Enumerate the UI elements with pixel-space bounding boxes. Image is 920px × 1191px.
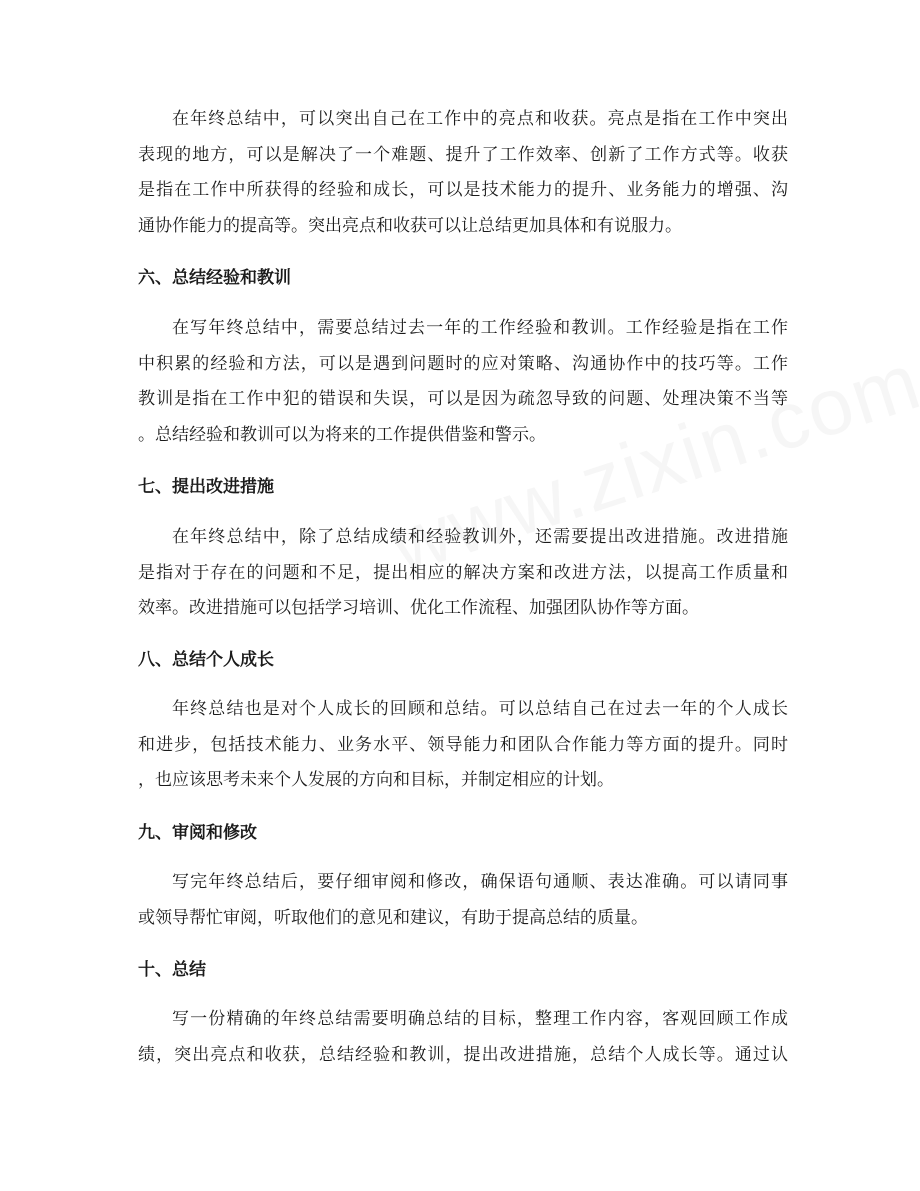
paragraph-line: 表现的地方，可以是解决了一个难题、提升了工作效率、创新了工作方式等。收获 — [138, 144, 788, 165]
paragraph-section-6 — [138, 311, 788, 453]
paragraph-line: 绩，突出亮点和收获，总结经验和教训，提出改进措施，总结个人成长等。通过认 — [138, 1044, 788, 1065]
section-heading-9: 九、审阅和修改 — [138, 823, 257, 843]
paragraph-line: 写一份精确的年终总结需要明确总结的目标，整理工作内容，客观回顾工作成 — [172, 1009, 788, 1029]
section-heading-7: 七、提出改进措施 — [138, 477, 274, 497]
paragraph-line: 写完年终总结后，要仔细审阅和修改，确保语句通顺、表达准确。可以请同事 — [172, 872, 788, 892]
paragraph-line: 是指在工作中所获得的经验和成长，可以是技术能力的提升、业务能力的增强、沟 — [138, 180, 788, 200]
paragraph-line: 效率。改进措施可以包括学习培训、优化工作流程、加强团队协作等方面。 — [138, 598, 699, 618]
paragraph-line: 和进步，包括技术能力、业务水平、领导能力和团队合作能力等方面的提升。同时 — [138, 734, 788, 755]
paragraph-section-10 — [138, 1002, 788, 1073]
paragraph-line: 中积累的经验和方法，可以是遇到问题时的应对策略、沟通协作中的技巧等。工作 — [138, 353, 788, 374]
paragraph-line: 在年终总结中，可以突出自己在工作中的亮点和收获。亮点是指在工作中突出 — [172, 109, 788, 129]
section-heading-6: 六、总结经验和教训 — [138, 268, 291, 288]
paragraph-line: 教训是指在工作中犯的错误和失误，可以是因为疏忽导致的问题、处理决策不当等 — [138, 389, 788, 409]
paragraph-line: 是指对于存在的问题和不足，提出相应的解决方案和改进方法，以提高工作质量和 — [138, 562, 788, 583]
paragraph-line: 年终总结也是对个人成长的回顾和总结。可以总结自己在过去一年的个人成长 — [172, 699, 788, 719]
paragraph-line: 在年终总结中，除了总结成绩和经验教训外，还需要提出改进措施。改进措施 — [172, 527, 788, 547]
paragraph-line: 或领导帮忙审阅，听取他们的意见和建议，有助于提高总结的质量。 — [138, 907, 648, 928]
paragraph-highlights — [138, 102, 788, 244]
paragraph-line: 。总结经验和教训可以为将来的工作提供借鉴和警示。 — [138, 424, 546, 445]
paragraph-section-9 — [138, 865, 788, 936]
paragraph-line: ，也应该思考未来个人发展的方向和目标，并制定相应的计划。 — [138, 770, 614, 790]
section-heading-10: 十、总结 — [138, 960, 206, 980]
paragraph-section-7 — [138, 520, 788, 627]
paragraph-line: 在写年终总结中，需要总结过去一年的工作经验和教训。工作经验是指在工作 — [172, 318, 788, 338]
section-heading-8: 八、总结个人成长 — [138, 650, 274, 670]
paragraph-section-8 — [138, 692, 788, 799]
paragraph-line: 通协作能力的提高等。突出亮点和收获可以让总结更加具体和有说服力。 — [138, 215, 682, 236]
